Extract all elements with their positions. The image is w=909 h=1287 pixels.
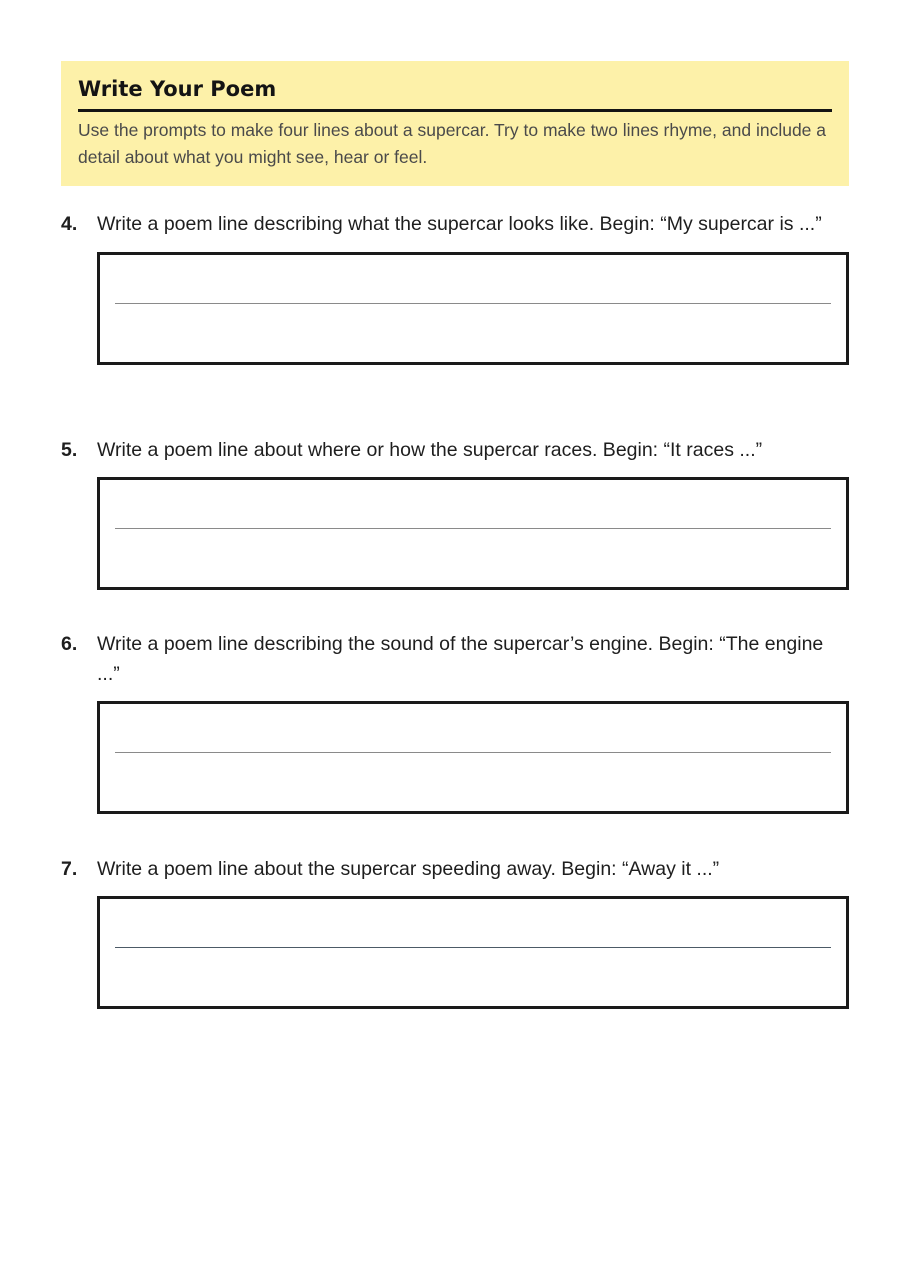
question-7 bbox=[61, 854, 849, 1009]
answer-box[interactable] bbox=[97, 896, 849, 1009]
writing-line bbox=[115, 752, 831, 753]
question-number: 6. bbox=[61, 633, 78, 655]
answer-box[interactable] bbox=[97, 477, 849, 590]
question-text: Write a poem line about the supercar speeding away. Begin: “Away it ...” bbox=[97, 858, 720, 880]
question-number: 4. bbox=[61, 213, 78, 235]
question-text: Write a poem line describing the sound of the supercar’s engine. Begin: “The engine ...” bbox=[97, 633, 824, 685]
writing-line bbox=[115, 303, 831, 304]
question-6 bbox=[61, 629, 849, 814]
intro-text: Use the prompts to make four lines about a supercar. Try to make two lines rhyme, and include a detail about what you might see, hear or feel. bbox=[78, 120, 827, 167]
intro-title: Write Your Poem bbox=[78, 75, 832, 112]
answer-box[interactable] bbox=[97, 701, 849, 814]
question-text: Write a poem line about where or how the supercar races. Begin: “It races ...” bbox=[97, 439, 763, 461]
question-number: 5. bbox=[61, 439, 78, 461]
writing-line bbox=[115, 947, 831, 948]
answer-box[interactable] bbox=[97, 252, 849, 365]
question-text: Write a poem line describing what the supercar looks like. Begin: “My supercar is ...” bbox=[97, 213, 822, 235]
question-number: 7. bbox=[61, 858, 78, 880]
writing-line bbox=[115, 528, 831, 529]
question-4 bbox=[61, 209, 849, 365]
intro-box bbox=[61, 61, 849, 186]
question-5 bbox=[61, 435, 849, 590]
worksheet-page bbox=[61, 61, 849, 880]
